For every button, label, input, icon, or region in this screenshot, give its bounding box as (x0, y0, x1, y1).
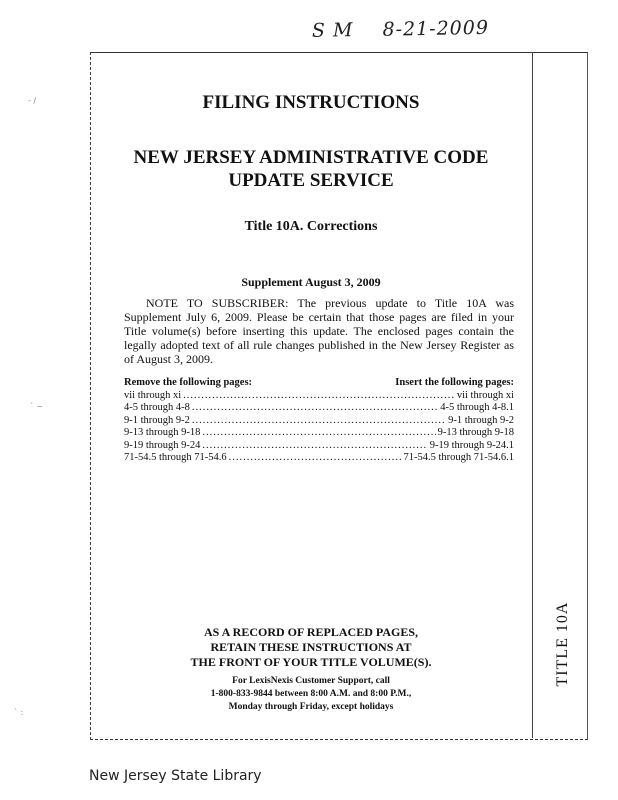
dot-leader (229, 452, 402, 465)
insert-range: 71-54.5 through 71-54.6.1 (403, 452, 514, 463)
pages-table (124, 377, 514, 465)
remove-range: 9-1 through 9-2 (124, 414, 190, 426)
spine-label: TITLE 10A (554, 601, 571, 687)
library-stamp: New Jersey State Library (89, 768, 262, 784)
dot-leader (192, 402, 438, 415)
insert-range: 9-13 through 9-18 (437, 427, 514, 438)
code-title-line: NEW JERSEY ADMINISTRATIVE CODE (133, 147, 489, 168)
insert-header: Insert the following pages: (395, 377, 514, 388)
dot-leader (202, 440, 427, 453)
note-lead: NOTE TO SUBSCRIBER: (146, 296, 289, 310)
pages-table-header (124, 377, 514, 390)
remove-range: vii through xi (124, 389, 182, 401)
customer-support-info (90, 675, 532, 714)
support-line: Monday through Friday, except holidays (228, 702, 394, 712)
insert-range: 9-19 through 9-24.1 (429, 439, 514, 451)
dot-leader (183, 390, 455, 403)
supplement-date: Supplement August 3, 2009 (241, 275, 381, 289)
remove-range: 9-13 through 9-18 (124, 427, 201, 438)
dot-leader (202, 427, 435, 440)
support-line: For LexisNexis Customer Support, call (232, 676, 390, 686)
title-section: Title 10A. Corrections (244, 219, 378, 234)
scan-mark: ` : (14, 708, 24, 717)
retain-line: THE FRONT OF YOUR TITLE VOLUME(S). (190, 655, 432, 669)
note-body: The previous update to Title 10A was Supplement July 6, 2009. Please be certain that those pages are filed in your Title volume(s) before inserting this update. The enclosed pages contain the legally adopted text of all rule changes published in the New Jersey Register as of August 3, 2009. (124, 296, 514, 366)
spine-tab (543, 595, 573, 705)
table-row (124, 452, 514, 465)
code-title-line: UPDATE SERVICE (228, 170, 394, 191)
table-row (124, 415, 514, 428)
handwritten-initials: S M (311, 19, 354, 42)
table-row (124, 440, 514, 453)
page-title: FILING INSTRUCTIONS (202, 92, 420, 113)
code-title (90, 146, 532, 192)
retain-instructions (90, 625, 532, 670)
spine-divider (532, 52, 533, 738)
remove-range: 9-19 through 9-24 (124, 439, 201, 451)
retain-line: AS A RECORD OF REPLACED PAGES, (203, 625, 419, 639)
table-row (124, 402, 514, 415)
insert-range: 9-1 through 9-2 (448, 414, 514, 426)
remove-range: 4-5 through 4-8 (124, 402, 190, 413)
insert-range: 4-5 through 4-8.1 (440, 402, 514, 413)
subscriber-note (124, 296, 514, 366)
table-row (124, 390, 514, 403)
remove-header: Remove the following pages: (124, 377, 253, 388)
scan-mark: - ∕ (28, 96, 37, 105)
remove-range: 71-54.5 through 71-54.6 (124, 452, 227, 463)
support-line: 1-800-833-9844 between 8:00 A.M. and 8:00 P.M., (210, 689, 412, 699)
dot-leader (192, 415, 446, 428)
handwritten-initials-date (312, 16, 532, 50)
handwritten-date: 8-21-2009 (382, 16, 490, 41)
table-row (124, 427, 514, 440)
insert-range: vii through xi (456, 389, 514, 401)
scan-mark: ` ~ (30, 402, 44, 411)
retain-line: RETAIN THESE INSTRUCTIONS AT (210, 640, 412, 654)
